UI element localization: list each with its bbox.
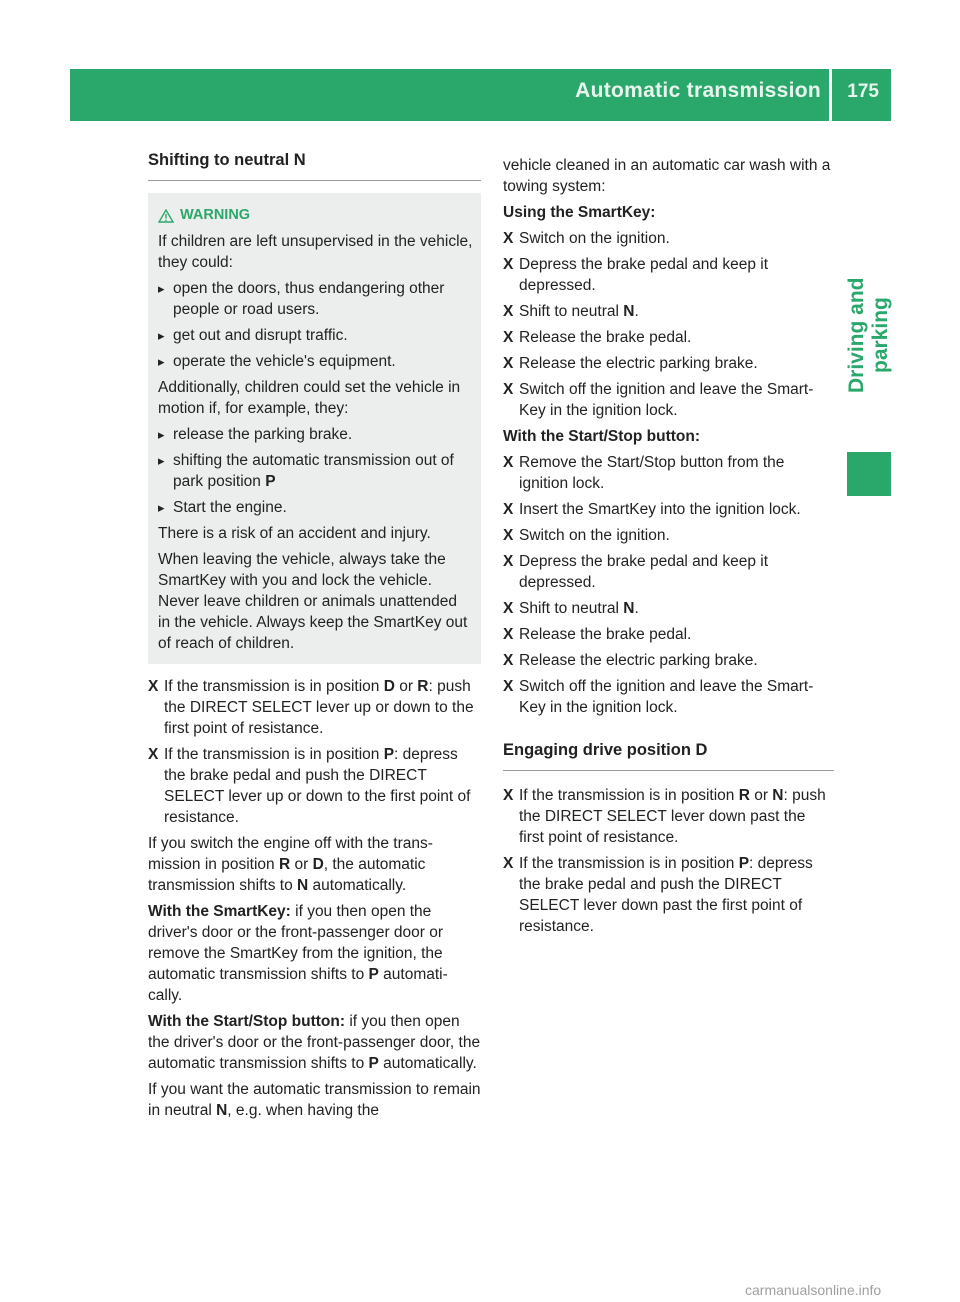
warning-bullet: ▸ operate the vehicle's equipment. [158, 351, 473, 372]
side-tab-marker [847, 452, 891, 496]
instruction-step: X Release the electric parking brake. [503, 355, 758, 372]
instruction-step: X Release the brake pedal. [503, 329, 692, 346]
instruction-step: X Switch off the ignition and leave the Smart-Key in the ignition lock. [503, 678, 814, 716]
step-arrow-icon: X [503, 230, 514, 247]
instruction-step: X Switch off the ignition and leave the Smart-Key in the ignition lock. [503, 381, 814, 419]
paragraph: vehicle cleaned in an automatic car wash with a towing system: [503, 157, 831, 195]
warning-box [148, 193, 481, 664]
step-arrow-icon: X [503, 855, 514, 872]
warning-triangle-icon [158, 209, 174, 223]
warning-intro: If children are left unsupervised in the vehicle, they could: [158, 233, 473, 271]
page-number: 175 [847, 81, 879, 102]
header-divider [829, 69, 832, 121]
subheading: Using the SmartKey: [503, 204, 656, 221]
step-arrow-icon: X [148, 746, 159, 763]
instruction-step: X Release the brake pedal. [503, 626, 692, 643]
warning-bullet: ▸ open the doors, thus endangering other people or road users. [158, 278, 473, 320]
instruction-step: X Switch on the ignition. [503, 527, 670, 544]
instruction-step: X Shift to neutral N. [503, 303, 639, 320]
instruction-step: X If the transmission is in position R or N: push the DIRECT SELECT lever down past the first point of resistance. [503, 787, 826, 846]
instruction-step: X Shift to neutral N. [503, 600, 639, 617]
step-arrow-icon: X [148, 678, 159, 695]
paragraph: With the Start/Stop button: if you then open the driver's door or the front-passenger door, the automatic transmission shifts to P automatically. [148, 1013, 481, 1072]
step-arrow-icon: X [503, 527, 514, 544]
warning-label: WARNING [180, 207, 251, 223]
right-column [503, 155, 834, 942]
step-arrow-icon: X [503, 329, 514, 346]
step-arrow-icon: X [503, 454, 514, 471]
warning-bullet: ▸ Start the engine. [158, 497, 473, 518]
paragraph: With the SmartKey: if you then open the driver's door or the front-passenger door or remove the SmartKey from the ignition, the automatic transmission shifts to P automati-cally. [148, 903, 448, 1004]
step-arrow-icon: X [503, 626, 514, 643]
instruction-step: X Remove the Start/Stop button from the ignition lock. [503, 454, 785, 492]
warning-middle: Additionally, children could set the vehicle in motion if, for example, they: [158, 379, 461, 417]
instruction-step: X Release the electric parking brake. [503, 652, 758, 669]
step-arrow-icon: X [503, 355, 514, 372]
step-arrow-icon: X [503, 652, 514, 669]
step-arrow-icon: X [503, 381, 514, 398]
paragraph: If you want the automatic transmission to remain in neutral N, e.g. when having the [148, 1081, 481, 1119]
warning-advice: When leaving the vehicle, always take the SmartKey with you and lock the vehicle. Never leave children or animals unattended in the vehicle. Always keep the SmartKey out of reach of children. [158, 551, 468, 652]
left-column [148, 150, 481, 1126]
header-bar [70, 69, 891, 121]
watermark: carmanualsonline.info [745, 1282, 882, 1298]
warning-risk: There is a risk of an accident and injury. [158, 525, 431, 542]
step-arrow-icon: X [503, 256, 514, 273]
warning-bullet: ▸ get out and disrupt traffic. [158, 325, 473, 346]
warning-heading [158, 205, 473, 226]
instruction-step: X Switch on the ignition. [503, 230, 670, 247]
paragraph: If you switch the engine off with the trans-mission in position R or D, the automatic transmission shifts to N automatically. [148, 835, 433, 894]
warning-bullet: ▸ shifting the automatic transmission out of park position P [158, 450, 473, 492]
instruction-step: X Insert the SmartKey into the ignition lock. [503, 501, 801, 518]
section-title: Engaging drive position D [503, 740, 834, 771]
instruction-step: X Depress the brake pedal and keep it depressed. [503, 553, 769, 591]
step-arrow-icon: X [503, 501, 514, 518]
instruction-step: X If the transmission is in position P: depress the brake pedal and push the DIRECT SELECT lever down past the first point of resistance. [503, 855, 813, 935]
instruction-step: X Depress the brake pedal and keep it depressed. [503, 256, 769, 294]
step-arrow-icon: X [503, 787, 514, 804]
section-title: Shifting to neutral N [148, 150, 481, 181]
step-arrow-icon: X [503, 303, 514, 320]
instruction-step: X If the transmission is in position D or R: push the DIRECT SELECT lever up or down to the first point of resistance. [148, 678, 474, 737]
chapter-title: Automatic transmission [575, 79, 821, 102]
instruction-step: X If the transmission is in position P: depress the brake pedal and push the DIRECT SELECT lever up or down to the first point of resistance. [148, 746, 471, 826]
side-tab-label: Driving and parking [845, 277, 892, 393]
step-arrow-icon: X [503, 600, 514, 617]
step-arrow-icon: X [503, 553, 514, 570]
subheading: With the Start/Stop button: [503, 428, 701, 445]
warning-bullet: ▸ release the parking brake. [158, 424, 473, 445]
step-arrow-icon: X [503, 678, 514, 695]
